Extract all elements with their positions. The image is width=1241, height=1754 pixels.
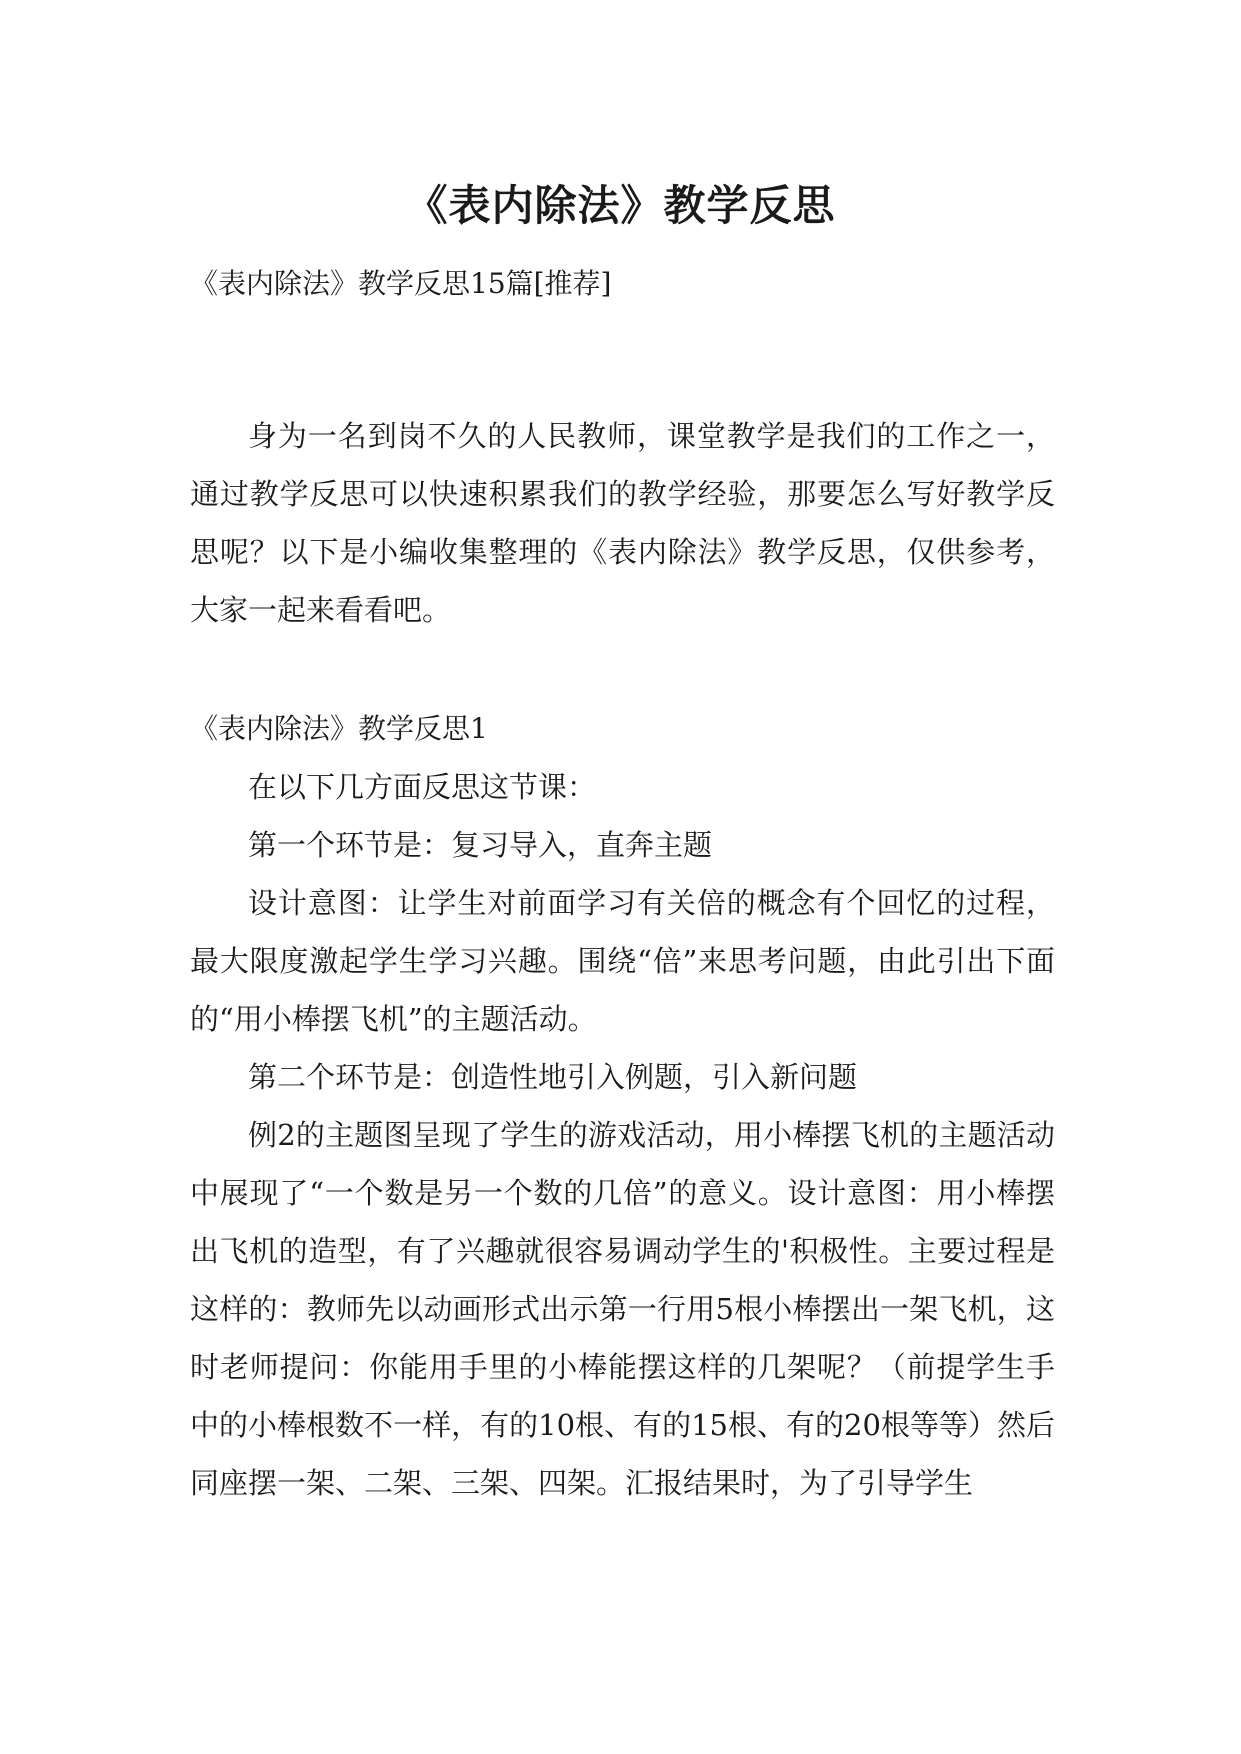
document-subtitle: 《表内除法》教学反思15篇[推荐] [190,267,612,300]
section-1 [190,700,1055,1512]
paragraph: 例2的主题图呈现了学生的游戏活动，用小棒摆飞机的主题活动中展现了“一个数是另一个数的几倍”的意义。设计意图：用小棒摆出飞机的造型，有了兴趣就很容易调动学生的'积极性。主要过程是这样的：教师先以动画形式出示第一行用5根小棒摆出一架飞机，这时老师提问：你能用手里的小棒能摆这样的几架呢？（前提学生手中的小棒根数不一样，有的10根、有的15根、有的20根等等）然后同座摆一架、二架、三架、四架。汇报结果时，为了引导学生 [190,1118,1055,1500]
paragraph: 设计意图：让学生对前面学习有关倍的概念有个回忆的过程，最大限度激起学生学习兴趣。围绕“倍”来思考问题，由此引出下面的“用小棒摆飞机”的主题活动。 [190,886,1055,1036]
section-heading: 《表内除法》教学反思1 [190,712,488,745]
document-title: 《表内除法》教学反思 [405,181,836,231]
paragraph: 在以下几方面反思这节课： [248,770,597,804]
paragraph: 第一个环节是：复习导入，直奔主题 [248,828,713,862]
paragraph: 第二个环节是：创造性地引入例题，引入新问题 [248,1060,858,1094]
intro-paragraph: 身为一名到岗不久的人民教师，课堂教学是我们的工作之一，通过教学反思可以快速积累我们的教学经验，那要怎么写好教学反思呢？以下是小编收集整理的《表内除法》教学反思，仅供参考，大家一起来看看吧。 [190,419,1055,627]
